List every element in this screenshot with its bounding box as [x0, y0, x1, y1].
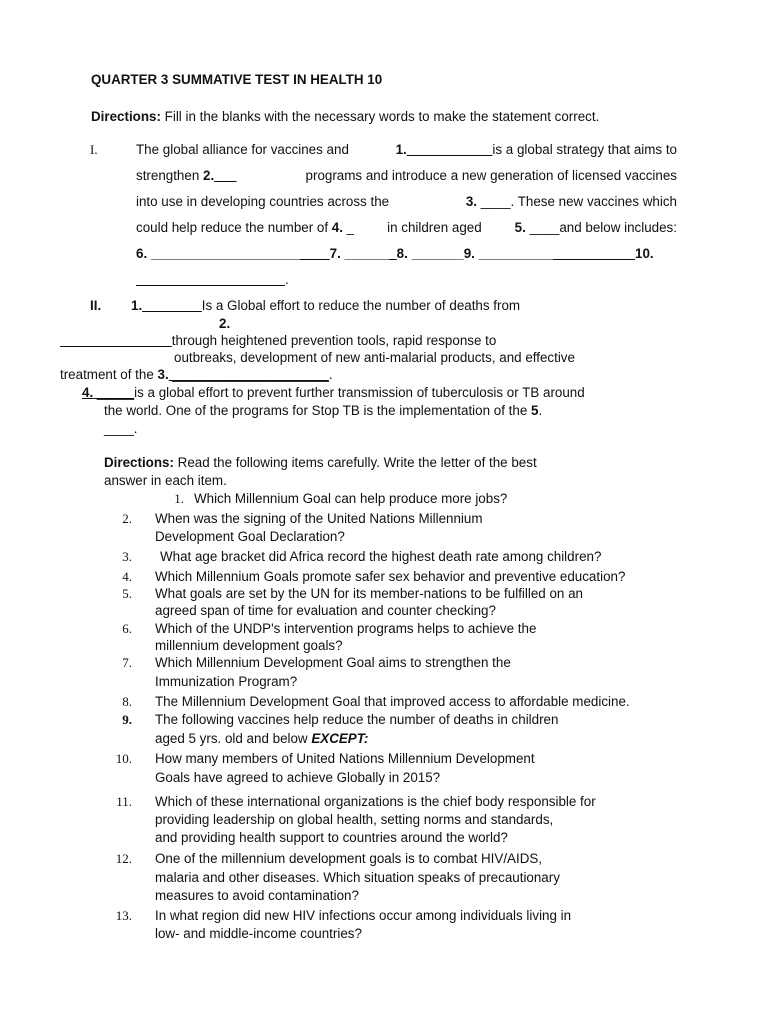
question-number: 12. — [115, 851, 132, 866]
question-number: 7. — [122, 655, 132, 670]
question-text: Which Millennium Development Goal aims to strengthen the — [155, 655, 511, 670]
answer-blank[interactable]: ____ — [299, 246, 330, 261]
blank-number: 2. — [199, 168, 215, 183]
question-text: One of the millennium development goals is to combat HIV/AIDS, — [155, 851, 543, 866]
part-1-text: could help reduce the number of — [136, 220, 329, 235]
directions-multiple-choice — [104, 454, 537, 471]
question-text: malaria and other diseases. Which situation speaks of precautionary — [155, 870, 560, 885]
question-number: 11. — [116, 794, 132, 809]
part-2-numeral: II. — [90, 298, 102, 313]
question-text: Development Goal Declaration? — [155, 529, 345, 544]
directions-fill-in — [91, 108, 599, 125]
directions-text: Read the following items carefully. Write the letter of the best — [173, 455, 537, 470]
answer-blank[interactable]: ____________________ — [136, 272, 285, 287]
question-text: aged 5 yrs. old and below — [155, 731, 312, 746]
answer-blank[interactable]: ____and below includes: — [525, 220, 677, 235]
part-2-line-1 — [131, 297, 631, 314]
blank-number: 4. — [328, 220, 343, 235]
question-text: providing leadership on global health, setting norms and standards, — [155, 812, 554, 827]
blank-number: 1. — [395, 142, 407, 157]
directions-label: Directions: — [91, 109, 161, 124]
answer-blank[interactable]: _______ — [407, 246, 464, 261]
question-number: 8. — [122, 694, 132, 709]
question-text: What age bracket did Africa record the highest death rate among children? — [160, 549, 602, 564]
question-text: In what region did new HIV infections occur among individuals living in — [155, 908, 572, 923]
part-2-text: . — [328, 367, 333, 382]
blank-number: 9. — [463, 246, 475, 261]
answer-blank[interactable]: ______ — [340, 246, 390, 261]
answer-blank[interactable]: __________ — [474, 246, 554, 261]
question-number: 10. — [115, 751, 132, 766]
question-number: 1. — [174, 491, 184, 506]
question-text: low- and middle-income countries? — [155, 926, 362, 941]
answer-blank[interactable]: ________ — [142, 298, 202, 313]
answer-blank[interactable]: ___________ — [553, 246, 635, 261]
part-1-text: strengthen — [136, 168, 200, 183]
emphasis-except: EXCEPT: — [311, 731, 369, 746]
answer-blank[interactable]: ____________________ — [147, 246, 300, 261]
part-1-text: into use in developing countries across the — [136, 194, 390, 209]
question-number: 5. — [122, 586, 132, 601]
part-1-line-3 — [136, 193, 677, 210]
part-1-text: programs and introduce a new generation of licensed vaccines — [305, 168, 677, 183]
answer-blank[interactable]: _______________ — [60, 333, 172, 348]
question-number: 9. — [122, 712, 132, 727]
question-text: The Millennium Development Goal that improved access to affordable medicine. — [155, 694, 630, 709]
blank-number: 10. — [635, 246, 654, 261]
question-number: 13. — [115, 908, 132, 923]
blank-number: 6. — [136, 246, 148, 261]
part-1-line-6 — [136, 271, 289, 288]
question-text-line-2 — [155, 730, 368, 748]
question-number: 4. — [122, 569, 132, 584]
question-number: 6. — [122, 621, 132, 636]
question-number: 3. — [122, 549, 132, 564]
part-1-text: is a global strategy that aims to — [492, 142, 677, 157]
answer-blank[interactable]: ___________ — [406, 142, 493, 157]
part-2-text: . — [538, 403, 543, 418]
answer-blank[interactable]: _____ — [93, 385, 135, 400]
part-1-text: The global alliance for vaccines and — [136, 142, 349, 157]
part-2-text: treatment of the — [60, 367, 154, 382]
part-2-text: the world. One of the programs for Stop TB is the implementation of the — [104, 403, 528, 418]
answer-blank[interactable]: ___ — [214, 168, 237, 183]
answer-blank[interactable]: _ — [389, 246, 397, 261]
blank-number: 5 — [527, 403, 539, 418]
part-2-line-2 — [60, 332, 605, 349]
blank-number: 8. — [396, 246, 408, 261]
question-text: Which of these international organizations is the chief body responsible for — [155, 794, 596, 809]
part-1-line-1 — [136, 141, 677, 158]
part-2-text: is a global effort to prevent further transmission of tuberculosis or TB around — [134, 385, 585, 400]
question-text — [155, 750, 588, 767]
directions-text: Fill in the blanks with the necessary words to make the statement correct. — [160, 109, 600, 124]
blank-number: 7. — [329, 246, 341, 261]
part-1-line-5 — [136, 245, 654, 262]
part-1-line-2 — [136, 167, 677, 184]
blank-number: 1. — [131, 298, 143, 313]
answer-blank[interactable]: _ — [342, 220, 355, 235]
directions-text: answer in each item. — [104, 473, 227, 488]
question-text: and providing health support to countries around the world? — [155, 830, 508, 845]
question-text-line: How many members of United Nations Millennium Development — [155, 751, 535, 766]
answer-blank[interactable]: ____. These new vaccines which — [477, 194, 677, 209]
blank-number: 3. — [465, 194, 478, 209]
part-1-text: in children aged — [387, 220, 482, 235]
part-2-line-6 — [104, 402, 542, 419]
blank-number: 2. — [219, 316, 231, 331]
question-text: Goals have agreed to achieve Globally in 2015? — [155, 770, 441, 785]
blank-number: 5. — [514, 220, 526, 235]
question-number: 2. — [122, 511, 132, 526]
question-text: Which Millennium Goal can help produce more jobs? — [194, 491, 508, 506]
question-text: measures to avoid contamination? — [155, 888, 359, 903]
question-text: Immunization Program? — [155, 674, 298, 689]
answer-blank[interactable]: ____. — [104, 421, 138, 436]
question-text: When was the signing of the United Nations Millennium — [155, 511, 483, 526]
part-2-line-4 — [60, 366, 333, 383]
question-text: Which of the UNDP's intervention programs helps to achieve the — [155, 621, 537, 636]
part-1-numeral: I. — [90, 142, 98, 157]
question-text: millennium development goals? — [155, 638, 343, 653]
directions-label: Directions: — [104, 455, 174, 470]
question-text: The following vaccines help reduce the number of deaths in children — [155, 712, 559, 727]
answer-blank[interactable]: _____________________ — [168, 367, 329, 382]
part-2-line-5 — [82, 384, 585, 401]
question-text: What goals are set by the UN for its member-nations to be fulfilled on an — [155, 586, 583, 601]
question-text: agreed span of time for evaluation and counter checking? — [155, 603, 496, 618]
blank-number: 3. — [153, 367, 169, 382]
part-2-text: Is a Global effort to reduce the number of deaths from — [201, 298, 521, 313]
question-text: Which Millennium Goals promote safer sex behavior and preventive education? — [155, 569, 626, 584]
part-2-line-3: outbreaks, development of new anti-malarial products, and effective — [174, 350, 575, 365]
blank-number: 4. — [82, 385, 94, 400]
part-1-text: . — [284, 272, 289, 287]
page-title: QUARTER 3 SUMMATIVE TEST IN HEALTH 10 — [91, 72, 383, 87]
part-2-text: through heightened prevention tools, rapid response to — [171, 333, 497, 348]
part-1-line-4 — [136, 219, 677, 236]
